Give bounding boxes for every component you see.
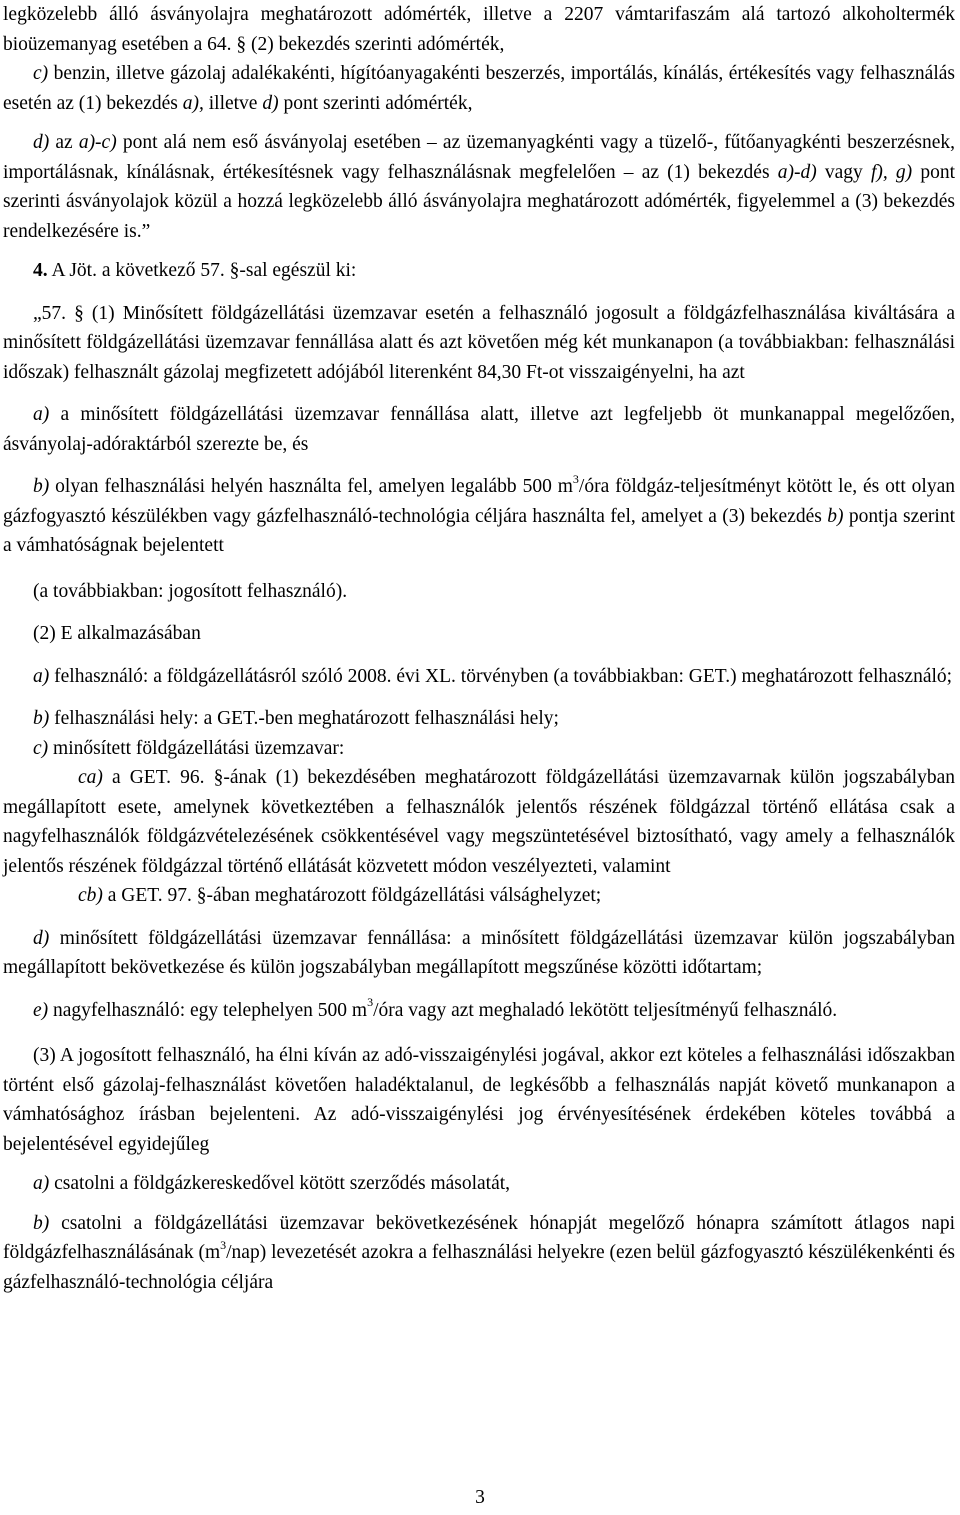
ref-a-d: a)-d) bbox=[777, 161, 817, 183]
definition-b bbox=[3, 704, 955, 734]
point-text: felhasználó: a földgázellátásról szóló 2008. évi XL. törvényben (a továbbiakban: GET.) meghatározott felhasználó; bbox=[49, 665, 953, 687]
point-text: /óra vagy azt meghaladó lekötött teljesítményű felhasználó. bbox=[373, 999, 838, 1021]
point-text: olyan felhasználási helyén használta fel, amelyen legalább 500 m bbox=[49, 476, 573, 497]
point-label: cb) bbox=[78, 885, 103, 906]
ref-a-c: a)-c) bbox=[78, 132, 117, 153]
point-text: a GET. 97. §-ában meghatározott földgázellátási válsághelyzet; bbox=[102, 885, 602, 906]
point-label: b) bbox=[33, 708, 50, 729]
definition-ca bbox=[3, 763, 955, 881]
point-label: c) bbox=[33, 63, 49, 84]
point-label: d) bbox=[33, 927, 50, 949]
point-label: a) bbox=[33, 665, 50, 687]
point-text: /óra földgáz-teljesítményt kötött le, és ott olyan gázfogyasztó készülékben vagy gázfelhasználó-technológia céljára használta fel, amelyet a (3) bekezdés bbox=[3, 476, 955, 527]
point-text: csatolni a földgázellátási üzemzavar bekövetkezésének hónapját megelőző hónapra számított átlagos napi földgázfelhasználásának (m bbox=[3, 1212, 955, 1263]
ref-d: d) bbox=[262, 92, 279, 114]
point-text: felhasználási hely: a GET.-ben meghatározott felhasználási hely; bbox=[49, 708, 559, 729]
paragraph-57-1-a bbox=[3, 400, 955, 459]
page-number: 3 bbox=[475, 1487, 485, 1508]
superscript: 3 bbox=[220, 1237, 227, 1252]
section-text: A Jöt. a következő 57. §-sal egészül ki: bbox=[51, 260, 357, 281]
paragraph-point-c bbox=[3, 59, 955, 118]
paragraph-57-3-b bbox=[3, 1209, 955, 1298]
point-text: vagy bbox=[816, 161, 871, 183]
definition-a bbox=[3, 662, 955, 692]
ref-a: a), bbox=[182, 92, 204, 114]
definition-d bbox=[3, 924, 955, 983]
point-text: /nap) levezetését azokra a felhasználási helyekre (ezen belül gázfogyasztó készülékenkénti és gázfelhasználó-technológia céljára bbox=[3, 1242, 955, 1293]
ref-f-g: f), g) bbox=[870, 161, 913, 183]
point-text: a GET. 96. §-ának (1) bekezdésében meghatározott földgázellátási üzemzavarnak külön jogszabályban megállapított esete, amelynek következtében a felhasználók jelentős részének földgázzal történő ellátása csak a nagyfelhasználók földgázvételezésének csökkentésével vagy megszüntetésével biztosítható, vagy amely a felhasználók jelentős részének földgázzal történő ellátását közvetett módon veszélyezteti, valamint bbox=[3, 767, 955, 877]
section-heading bbox=[3, 256, 955, 286]
paragraph-point-d bbox=[3, 128, 955, 246]
point-label: b) bbox=[33, 1212, 50, 1234]
superscript: 3 bbox=[367, 995, 374, 1009]
paragraph-57-3: (3) A jogosított felhasználó, ha élni kíván az adó-visszaigénylési jogával, akkor ezt köteles a felhasználási időszakban történt első gázolaj-felhasználást követően haladéktalanul, de legkésőbb a felhasználás napját követő munkanapon a vámhatósághoz írásban bejelenteni. Az adó-visszaigénylési jog érvényesítésének érdekében köteles továbbá a bejelentésével egyidejűleg bbox=[3, 1045, 955, 1155]
point-label: a) bbox=[33, 1173, 50, 1194]
point-text: csatolni a földgázkereskedővel kötött szerződés másolatát, bbox=[49, 1173, 511, 1194]
point-label: ca) bbox=[78, 767, 103, 788]
point-text: nagyfelhasználó: egy telephelyen 500 m bbox=[48, 999, 368, 1021]
point-label: c) bbox=[33, 737, 49, 759]
definition-e bbox=[3, 996, 955, 1026]
point-label: b) bbox=[33, 476, 50, 497]
point-text: pont szerinti adómérték, bbox=[278, 92, 473, 114]
paragraph-57-1-close: (a továbbiakban: jogosított felhasználó). bbox=[33, 580, 348, 602]
paragraph-57-1-b bbox=[3, 472, 955, 561]
point-text: minősített földgázellátási üzemzavar: bbox=[48, 737, 345, 759]
point-text: pont alá nem eső ásványolaj esetében – az üzemanyagkénti vagy a tüzelő-, fűtőanyagkénti beszerzésnek, importálásnak, kínálásnak, értékesítésnek vagy felhasználásnak megfelelően – az (1) bekezdés bbox=[3, 132, 956, 183]
point-text: pontja szerint a vámhatóságnak bejelentett bbox=[3, 505, 955, 556]
point-text: a minősített földgázellátási üzemzavar fennállása alatt, illetve azt legfeljebb öt munkanappal megelőzően, ásványolaj-adóraktárból szerezte be, és bbox=[3, 404, 955, 455]
point-text: az bbox=[49, 132, 79, 153]
paragraph-57-3-a bbox=[3, 1169, 955, 1199]
section-number: 4. bbox=[33, 260, 48, 281]
paragraph-57-1: „57. § (1) Minősített földgázellátási üzemzavar esetén a felhasználó jogosult a földgázfelhasználása kiváltására a minősített földgázellátási üzemzavar fennállása alatt és azt követően még két munkanapon (a továbbiakban: felhasználási időszak) felhasznált gázolaj megfizetett adójából literenként 84,30 Ft-ot visszaigényelni, ha azt bbox=[3, 302, 955, 383]
point-label: a) bbox=[33, 404, 50, 425]
point-text: pont szerinti ásványolajok közül a hozzá legközelebb álló ásványolajra meghatározott adómérték, figyelemmel a (3) bekezdés rendelkezésére is.” bbox=[3, 161, 955, 242]
definition-cb bbox=[3, 881, 955, 911]
point-label: d) bbox=[33, 132, 50, 153]
ref-b: b) bbox=[827, 505, 844, 527]
point-text: minősített földgázellátási üzemzavar fennállása: a minősített földgázellátási üzemzavar külön jogszabályban megállapított bekövetkezése és külön jogszabályban megállapított megszűnése közötti időtartam; bbox=[3, 927, 955, 978]
point-label: e) bbox=[33, 999, 49, 1021]
paragraph-57-2: (2) E alkalmazásában bbox=[33, 623, 201, 644]
paragraph-continuation: legközelebb álló ásványolajra meghatározott adómérték, illetve a 2207 vámtarifaszám alá tartozó alkoholtermék bioüzemanyag esetében a 64. § (2) bekezdés szerinti adómérték, bbox=[3, 4, 955, 55]
superscript: 3 bbox=[572, 471, 579, 486]
point-text: benzin, illetve gázolaj adalékakénti, hígítóanyagakénti beszerzés, importálás, kínálás, értékesítés vagy felhasználás esetén az (1) bekezdés bbox=[3, 63, 955, 114]
point-text: illetve bbox=[203, 92, 263, 114]
definition-c bbox=[3, 734, 955, 764]
